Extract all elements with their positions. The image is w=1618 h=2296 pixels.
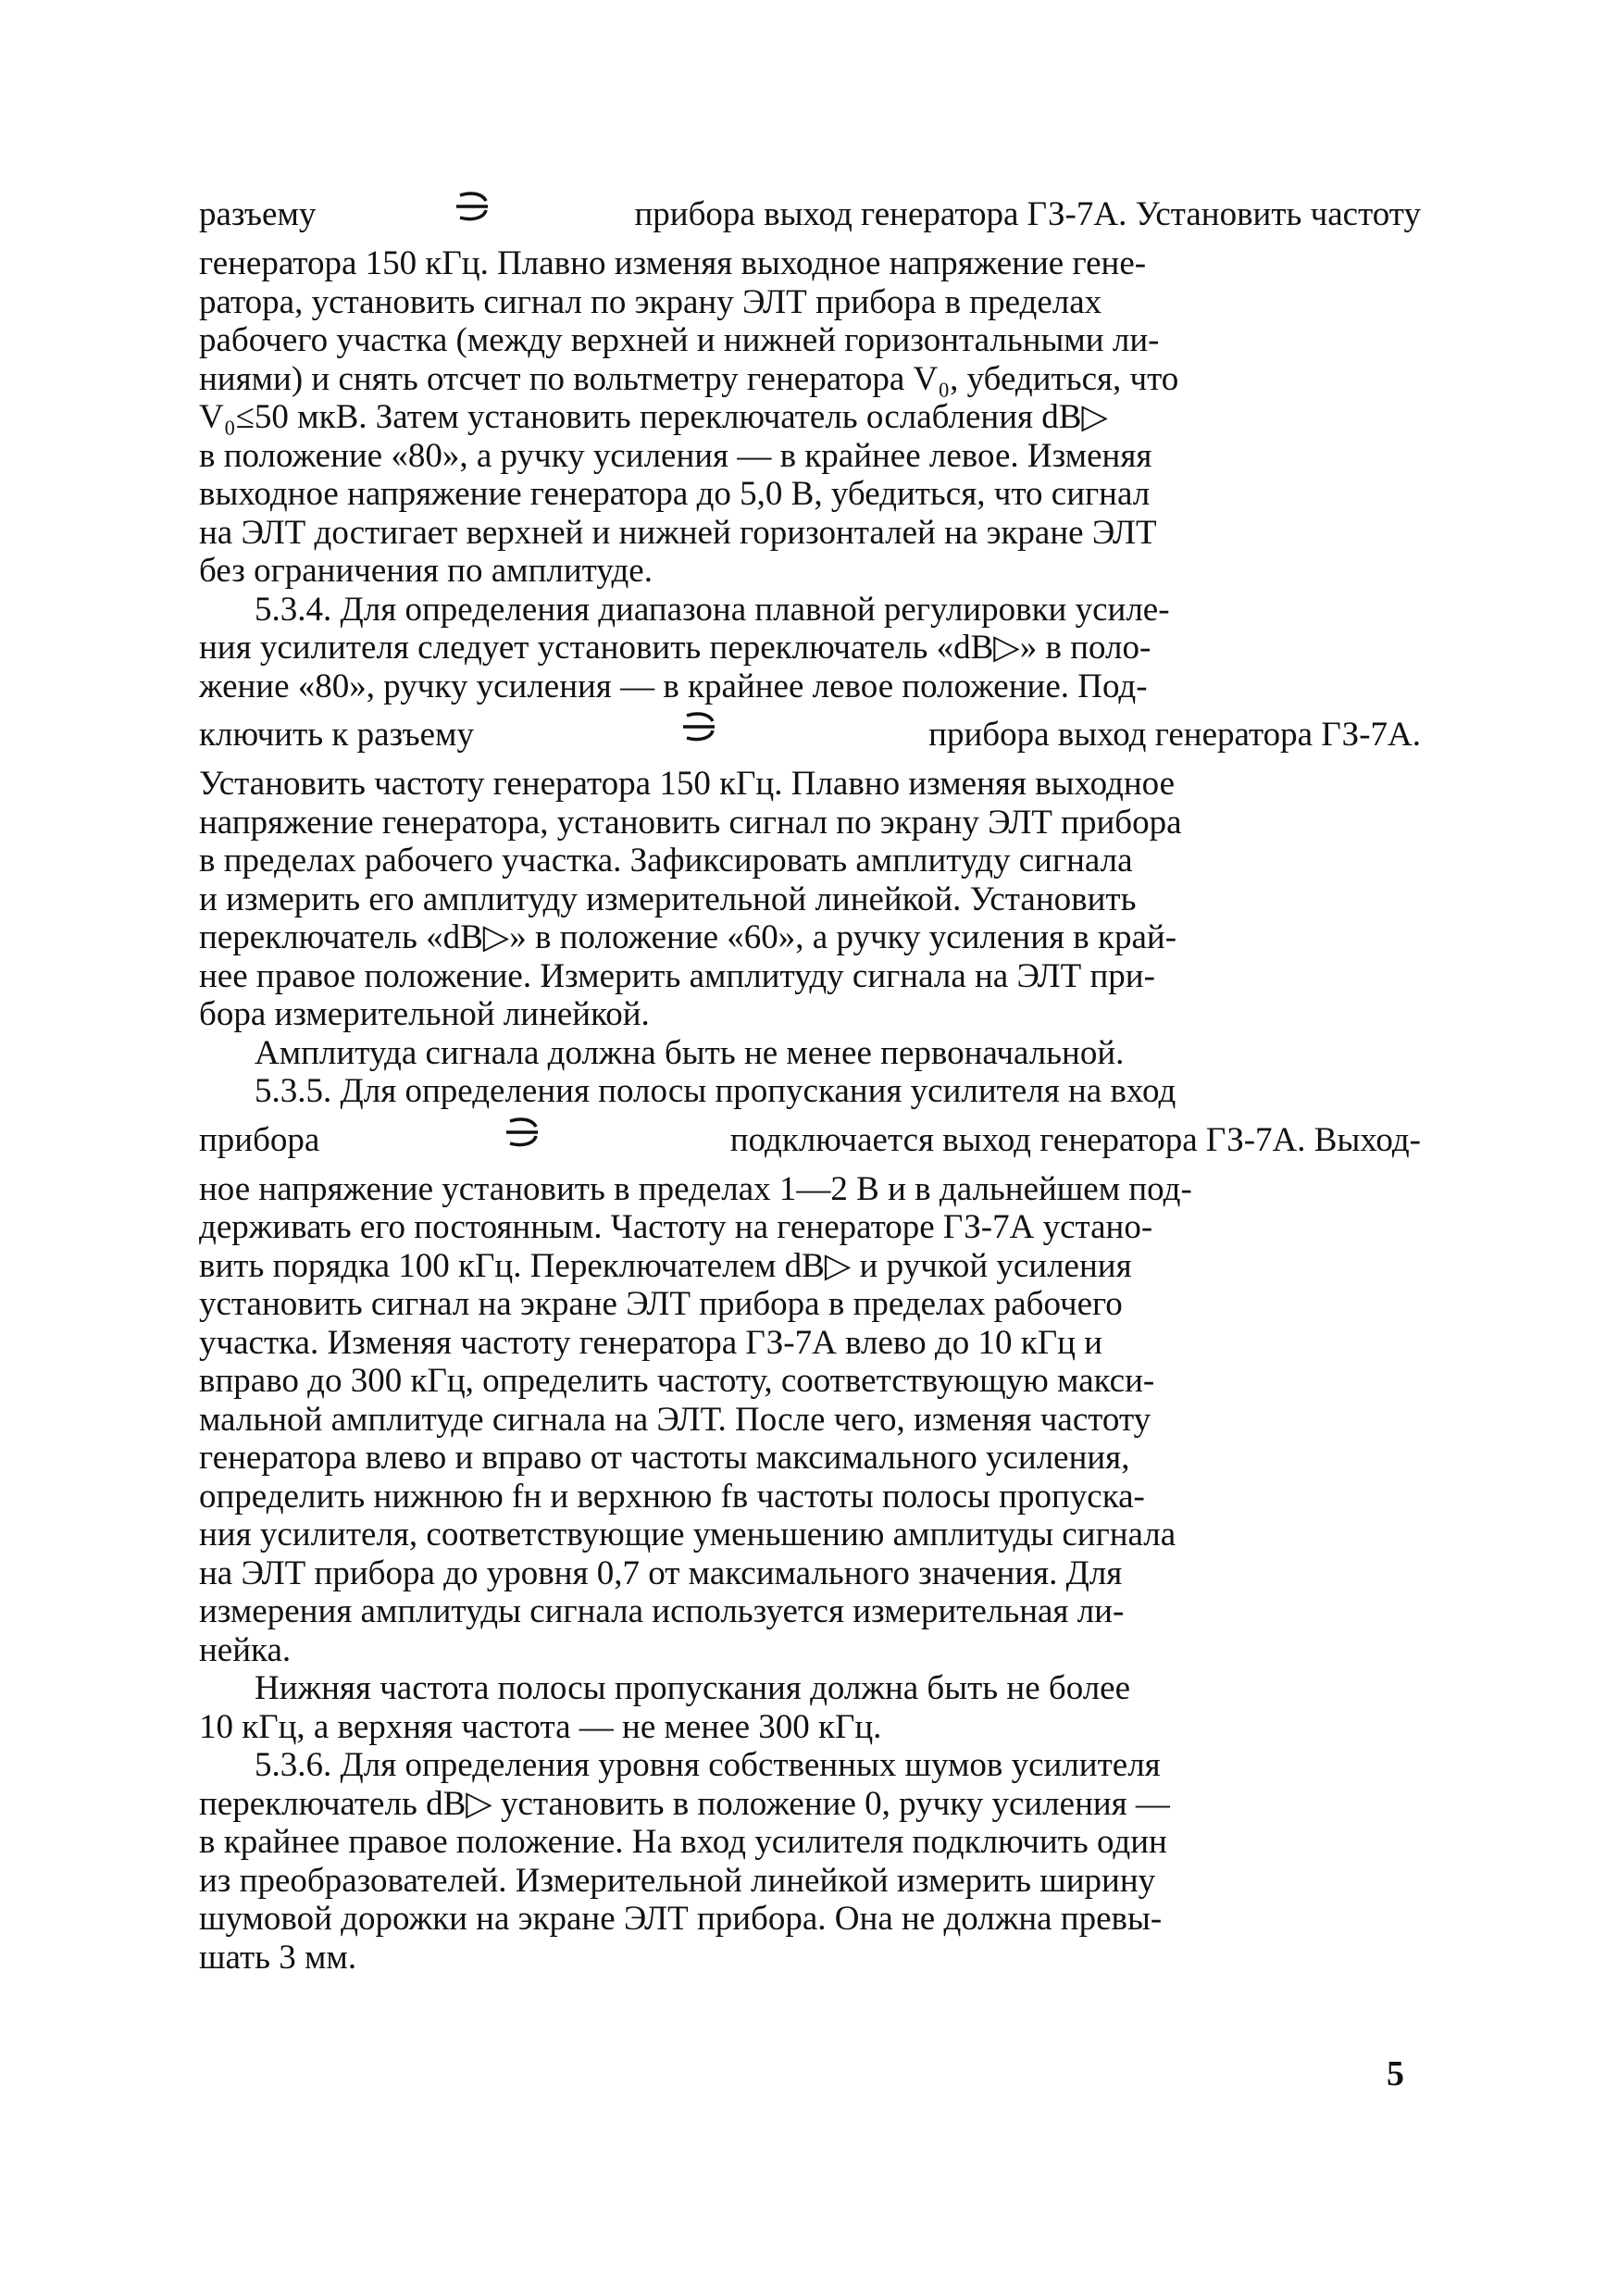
text-segment: 5.3.6. Для определения уровня собственных шумов усилителя (255, 1746, 1161, 1784)
text-segment: на ЭЛТ достигает верхней и нижней горизонталей на экране ЭЛТ (199, 513, 1157, 552)
connector-icon (451, 185, 499, 222)
text-segment: измерения амплитуды сигнала используется измерительная ли- (199, 1592, 1125, 1630)
text-line (199, 1516, 1421, 1554)
text-segment: генератора 150 кГц. Плавно изменяя выходное напряжение гене- (199, 244, 1147, 282)
text-line (199, 1823, 1421, 1862)
text-line (199, 629, 1421, 668)
text-line (199, 552, 1421, 591)
body-text (199, 185, 1421, 1977)
text-segment: участка. Изменяя частоту генератора ГЗ-7А влево до 10 кГц и (199, 1323, 1102, 1362)
text-segment: в крайнее правое положение. На вход усилителя подключить один (199, 1823, 1167, 1861)
text-line (199, 1900, 1421, 1939)
text-line (199, 1554, 1421, 1593)
text-line (199, 283, 1421, 322)
text-segment: переключатель dB▷ установить в положение 0, ручку усиления — (199, 1784, 1170, 1823)
text-line (199, 1478, 1421, 1516)
text-line (199, 1746, 1421, 1785)
text-segment: 5.3.4. Для определения диапазона плавной регулировки усиле- (255, 590, 1170, 629)
text-line (199, 591, 1421, 630)
text-segment: мальной амплитуде сигнала на ЭЛТ. После чего, изменяя частоту (199, 1400, 1151, 1439)
text-segment: на ЭЛТ прибора до уровня 0,7 от максимального значения. Для (199, 1554, 1123, 1592)
text-line (199, 1939, 1421, 1978)
text-line (199, 1111, 1421, 1170)
text-segment: жение «80», ручку усиления — в крайнее левое положение. Под- (199, 667, 1148, 705)
text-segment: ратора, установить сигнал по экрану ЭЛТ прибора в пределах (199, 282, 1102, 321)
text-segment: ния усилителя следует установить переключатель «dB▷» в поло- (199, 629, 1151, 667)
text-line (199, 668, 1421, 706)
text-line (199, 185, 1421, 244)
text-segment: выходное напряжение генератора до 5,0 В, убедиться, что сигнал (199, 475, 1151, 513)
text-segment: прибора выход генератора ГЗ-7А. Установить частоту (634, 195, 1421, 233)
text-line (199, 1170, 1421, 1209)
text-line (199, 1072, 1421, 1111)
text-line (199, 705, 1421, 765)
text-segment: 5.3.5. Для определения полосы пропускания усилителя на вход (255, 1072, 1176, 1110)
text-segment: ключить к разъему (199, 716, 474, 754)
text-segment: Установить частоту генератора 150 кГц. Плавно изменяя выходное (199, 765, 1176, 803)
text-segment: нейка. (199, 1630, 292, 1669)
text-segment: нее правое положение. Измерить амплитуду сигнала на ЭЛТ при- (199, 956, 1155, 995)
text-line (199, 842, 1421, 880)
text-line (199, 1592, 1421, 1631)
text-line (199, 1708, 1421, 1747)
text-line (199, 1439, 1421, 1478)
text-segment: ное напряжение установить в пределах 1—2 В и в дальнейшем под- (199, 1169, 1192, 1208)
text-segment: в пределах рабочего участка. Зафиксировать амплитуду сигнала (199, 842, 1133, 880)
text-segment: ния усилителя, соответствующие уменьшению амплитуды сигнала (199, 1516, 1176, 1554)
text-segment: прибора выход генератора ГЗ-7А. (928, 716, 1421, 754)
text-line (199, 437, 1421, 476)
page-number: 5 (1387, 2054, 1404, 2093)
text-segment: из преобразователей. Измерительной линейкой измерить ширину (199, 1861, 1156, 1900)
text-segment: держивать его постоянным. Частоту на генераторе ГЗ-7А устано- (199, 1208, 1153, 1246)
text-segment: 10 кГц, а верхняя частота — не менее 300 кГц. (199, 1707, 882, 1746)
text-segment: ниями) и снять отсчет по вольтметру генератора V₀, убедиться, что (199, 359, 1179, 398)
text-segment: шумовой дорожки на экране ЭЛТ прибора. Она не должна превы- (199, 1900, 1163, 1938)
text-segment: напряжение генератора, установить сигнал по экрану ЭЛТ прибора (199, 803, 1182, 842)
text-segment: установить сигнал на экране ЭЛТ прибора в пределах рабочего (199, 1285, 1123, 1323)
text-line (199, 1362, 1421, 1401)
text-segment: без ограничения по амплитуде. (199, 552, 653, 590)
text-segment: переключатель «dB▷» в положение «60», а ручку усиления в край- (199, 918, 1177, 956)
text-line (199, 1401, 1421, 1440)
text-line (199, 1247, 1421, 1286)
text-line (199, 1785, 1421, 1824)
text-line (199, 475, 1421, 514)
text-line (199, 360, 1421, 399)
text-line (199, 1669, 1421, 1708)
connector-icon (501, 1111, 549, 1148)
text-segment: рабочего участка (между верхней и нижней горизонтальными ли- (199, 321, 1160, 359)
text-line (199, 1285, 1421, 1324)
text-line (199, 1862, 1421, 1901)
text-segment: разъему (199, 195, 317, 233)
text-segment: вить порядка 100 кГц. Переключателем dB▷ и ручкой усиления (199, 1246, 1132, 1285)
text-segment: Нижняя частота полосы пропускания должна быть не более (255, 1669, 1131, 1707)
text-segment: бора измерительной линейкой. (199, 995, 650, 1033)
text-line (199, 765, 1421, 804)
text-segment: в положение «80», а ручку усиления — в крайнее левое. Изменяя (199, 436, 1152, 475)
text-line (199, 957, 1421, 996)
text-line (199, 1324, 1421, 1363)
text-segment: Амплитуда сигнала должна быть не менее первоначальной. (255, 1033, 1125, 1072)
text-segment: шать 3 мм. (199, 1938, 357, 1977)
text-segment: определить нижнюю fн и верхнюю fв частоты полосы пропуска- (199, 1477, 1145, 1516)
text-line (199, 398, 1421, 437)
text-segment: V₀≤50 мкВ. Затем установить переключатель ослабления dB▷ (199, 398, 1108, 436)
text-line (199, 244, 1421, 283)
text-line (199, 918, 1421, 957)
text-line (199, 1631, 1421, 1670)
text-segment: генератора влево и вправо от частоты максимального усиления, (199, 1439, 1130, 1477)
text-segment: и измерить его амплитуду измерительной линейкой. Установить (199, 880, 1137, 918)
text-segment: вправо до 300 кГц, определить частоту, соответствующую макси- (199, 1362, 1155, 1400)
text-line (199, 514, 1421, 553)
text-line (199, 321, 1421, 360)
text-line (199, 1208, 1421, 1247)
text-line (199, 995, 1421, 1034)
connector-icon (678, 705, 726, 742)
text-line (199, 880, 1421, 919)
text-segment: подключается выход генератора ГЗ-7А. Выход- (729, 1120, 1421, 1159)
text-line (199, 1034, 1421, 1073)
text-line (199, 804, 1421, 842)
text-segment: прибора (199, 1120, 320, 1159)
